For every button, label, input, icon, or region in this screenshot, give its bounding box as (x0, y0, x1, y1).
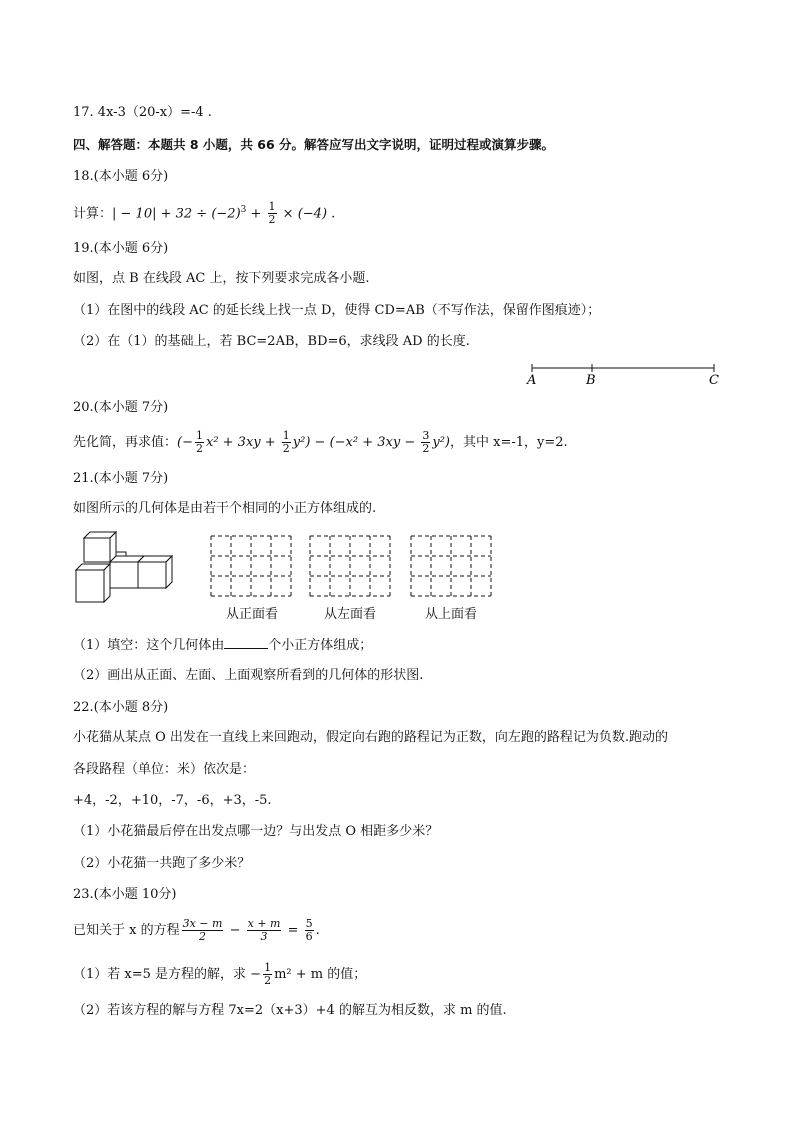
q21-part1-b: 个小正方体组成； (268, 638, 373, 653)
q22-header: 22.(本小题 8分) (73, 700, 169, 715)
label-top-view: 从上面看 (425, 607, 478, 622)
label-left-view: 从左面看 (324, 607, 377, 622)
q18-expr-a: | − 10| + 32 ÷ (−2) (112, 206, 241, 222)
q23-end: . (315, 923, 320, 938)
q21-intro: 如图所示的几何体是由若干个相同的小正方体组成的. (73, 501, 377, 516)
q18-frac-den: 2 (268, 213, 276, 227)
section-heading: 四、解答题：本题共 8 小题，共 66 分。解答应写出文字说明，证明过程或演算步骤。 (73, 137, 555, 152)
q19-intro: 如图，点 B 在线段 AC 上，按下列要求完成各小题. (73, 271, 370, 286)
q23-part1-a: （1）若 x=5 是方程的解，求 − (73, 967, 262, 982)
cube-mid-front1 (110, 562, 138, 588)
q20-header: 20.(本小题 7分) (73, 400, 169, 415)
q23-prefix: 已知关于 x 的方程 (73, 923, 180, 938)
q20-frac1 (195, 430, 204, 455)
q20-frac1-den: 2 (195, 442, 203, 455)
segment-ac-figure (524, 360, 724, 390)
q23-equation (73, 918, 320, 943)
answer-blank[interactable] (224, 636, 268, 649)
label-b: B (586, 373, 596, 388)
cube-left-front (76, 570, 104, 602)
q18-prefix: 计算： (73, 206, 113, 222)
q21-header: 21.(本小题 7分) (73, 471, 169, 486)
q19-part2: （2）在（1）的基础上，若 BC=2AB，BD=6，求线段 AD 的长度. (73, 334, 470, 349)
q23-frac1-den: 2 (199, 930, 207, 943)
q23-frac3 (305, 918, 314, 943)
q21-part1 (73, 636, 372, 655)
q20-frac2-num: 1 (282, 429, 290, 442)
q18-exponent: 3 (240, 205, 247, 215)
q18-frac-num: 1 (268, 200, 276, 214)
q23-frac2-den: 3 (260, 930, 268, 943)
q18-header: 18.(本小题 6分) (73, 169, 169, 184)
q20-frac1-num: 1 (195, 429, 203, 442)
q23-header: 23.(本小题 10分) (73, 887, 177, 902)
cube-mid-side (166, 556, 172, 588)
q20-expression (73, 430, 568, 455)
q23-minus: − (225, 923, 245, 938)
q21-part2: （2）画出从正面、左面、上面观察所看到的几何体的形状图. (73, 668, 424, 683)
label-front-view: 从正面看 (226, 607, 279, 622)
q23-frac1-num: 3x − m (182, 917, 223, 930)
q23-part1-frac-den: 2 (264, 974, 272, 987)
q20-prefix: 先化简，再求值： (73, 435, 178, 450)
q22-line2: 各段路程（单位：米）依次是： (73, 762, 256, 777)
q22-line3: +4，-2，+10，-7，-6，+3，-5. (73, 793, 272, 808)
q22-line1: 小花猫从某点 O 出发在一直线上来回跑动，假定向右跑的路程记为正数，向左跑的路程记为负数.跑动的 (73, 730, 669, 745)
q20-suffix: ，其中 x=-1，y=2. (450, 435, 568, 450)
cube-left-side (104, 564, 110, 602)
q22-part1: （1）小花猫最后停在出发点哪一边？与出发点 O 相距多少米？ (73, 824, 439, 839)
q23-frac1 (182, 918, 224, 943)
q23-frac2 (247, 918, 282, 943)
q21-part1-a: （1）填空：这个几何体由 (73, 638, 225, 653)
q20-frac2-den: 2 (282, 442, 290, 455)
q23-equals: = (283, 923, 303, 938)
q20-part4: y²) (432, 435, 450, 450)
q18-expr-b: + (246, 206, 266, 222)
q20-part1: (− (177, 435, 193, 450)
label-c: C (709, 373, 719, 388)
q23-part1-b: m² + m 的值； (274, 967, 367, 982)
q20-frac2 (282, 430, 291, 455)
view-grids (210, 535, 500, 601)
q23-part1-frac-num: 1 (264, 961, 272, 974)
q19-part1: （1）在图中的线段 AC 的延长线上找一点 D，使得 CD=AB（不写作法，保留作图痕迹）； (73, 303, 601, 318)
q20-part2: x² + 3xy + (205, 435, 280, 450)
q19-header: 19.(本小题 6分) (73, 241, 169, 256)
q18-fraction (268, 201, 277, 226)
q20-frac3-num: 3 (422, 429, 430, 442)
q23-frac3-den: 6 (305, 930, 313, 943)
cube-solid-figure (70, 530, 180, 606)
q17-text: 17. 4x-3（20-x）=-4 . (73, 105, 212, 120)
q20-part3: y²) − (−x² + 3xy − (292, 435, 420, 450)
label-a: A (527, 373, 537, 388)
q23-part1 (73, 962, 366, 987)
q22-part2: （2）小花猫一共跑了多少米？ (73, 856, 251, 871)
q23-part1-frac (263, 962, 272, 987)
q23-frac2-num: x + m (247, 917, 281, 930)
q18-expr-c: × (−4) . (278, 206, 336, 222)
cube-mid-front2 (138, 562, 166, 588)
q23-frac3-num: 5 (305, 917, 313, 930)
q20-frac3 (421, 430, 430, 455)
q20-frac3-den: 2 (422, 442, 430, 455)
q18-expression (73, 201, 335, 226)
cube-top-front (84, 538, 110, 562)
q23-part2: （2）若该方程的解与方程 7x=2（x+3）+4 的解互为相反数，求 m 的值. (73, 1003, 507, 1018)
